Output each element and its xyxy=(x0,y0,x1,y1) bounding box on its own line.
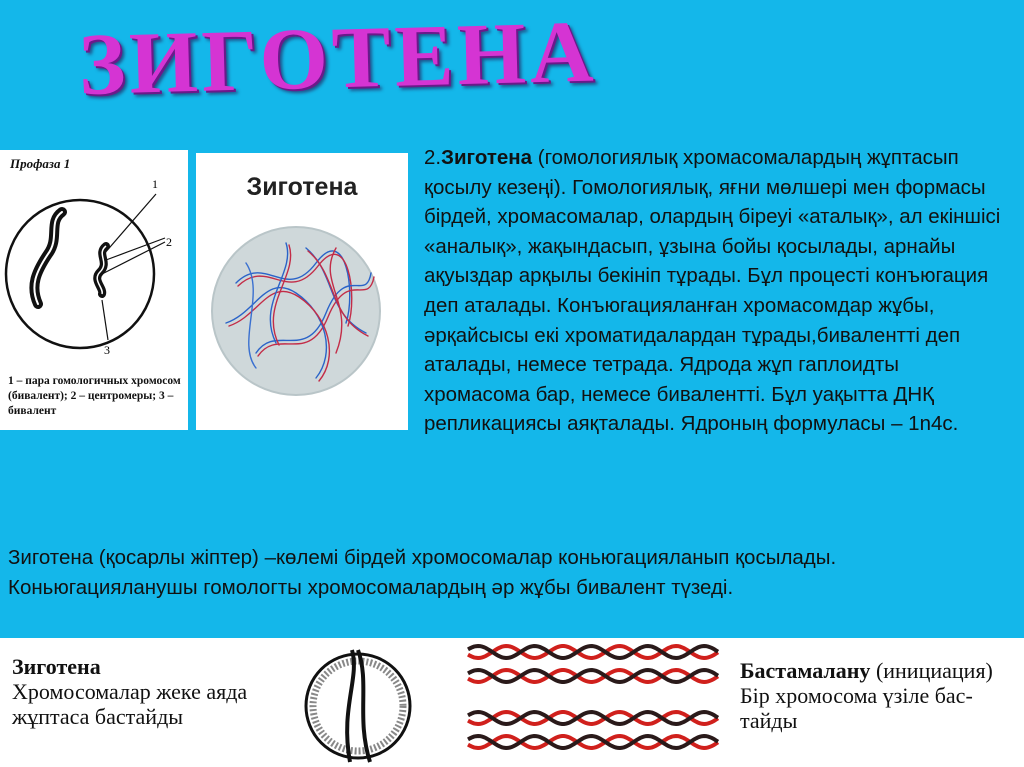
strip-right-line2: тайды xyxy=(740,708,798,733)
strip-left-text xyxy=(12,654,247,729)
zygotene-illustration xyxy=(196,153,408,430)
helix-row xyxy=(468,712,718,724)
strip-right-heading-extra: (инициация) xyxy=(870,658,993,683)
main-number: 2. xyxy=(424,146,442,169)
marker-1: 1 xyxy=(152,177,158,191)
zygotene-illustration-label: Зиготена xyxy=(246,173,358,201)
nucleus-drawing xyxy=(196,153,408,430)
prophase-cell-drawing xyxy=(0,150,188,370)
prophase-caption: 1 – пара гомологичных хромосом (бивалент); 2 – центромеры; 3 – бивалент xyxy=(8,375,181,417)
helix-row xyxy=(468,670,718,682)
strip-left-line2: жұптаса бастайды xyxy=(12,704,184,729)
prophase-label: Профаза 1 xyxy=(10,156,71,171)
marker-2: 2 xyxy=(166,235,172,249)
nucleus-ring-drawing xyxy=(300,638,420,767)
main-paragraph xyxy=(424,143,1004,439)
bottom-strip xyxy=(0,638,1024,767)
strip-left-heading: Зиготена xyxy=(12,654,101,679)
main-body: (гомологиялық хромасомалардың жұптасып қосылу кезеңі). Гомологиялық, яғни мөлшері мен формасы бірдей, хромасомалар, олардың біреуі «аталық», ал екіншісі «аналық», жақындасып, ұзына бойы қосылады, арнайы ақуыздар арқылы бекініп тұрады. Бұл процесті конъюгация деп аталады. Конъюгацияланған хромасомдар жұбы, әрқайсысы екі хроматидалардан тұрады,бивалентті деп аталады, немесе тетрада. Ядрода жұп гаплоидты хромасома бар, немесе бивалентті. Бұл уақытта ДНҚ репликациясы аяқталады. Ядроның формуласы – 1n4c. xyxy=(424,146,1001,436)
strip-right-heading: Бастамалану xyxy=(740,658,871,683)
strip-left-line1: Хромосомалар жеке аяда xyxy=(12,679,248,704)
helix-row xyxy=(468,736,718,748)
slide-title: ЗИГОТЕНА xyxy=(77,3,599,114)
helix-row xyxy=(468,646,718,658)
summary-paragraph: Зиготена (қосарлы жіптер) –көлемі бірдей хромосомалар коньюгацияланып қосылады. Коньюгацияланушы гомологты хромосомалардың әр жұбы бивалент түзеді. xyxy=(8,546,837,599)
main-term: Зиготена xyxy=(441,146,533,169)
strip-right-text xyxy=(740,658,993,733)
dna-helix-drawing xyxy=(464,638,734,767)
strip-right-line1: Бір хромосома үзіле бас- xyxy=(740,683,973,708)
marker-3: 3 xyxy=(104,343,110,357)
prophase-diagram xyxy=(0,150,188,430)
